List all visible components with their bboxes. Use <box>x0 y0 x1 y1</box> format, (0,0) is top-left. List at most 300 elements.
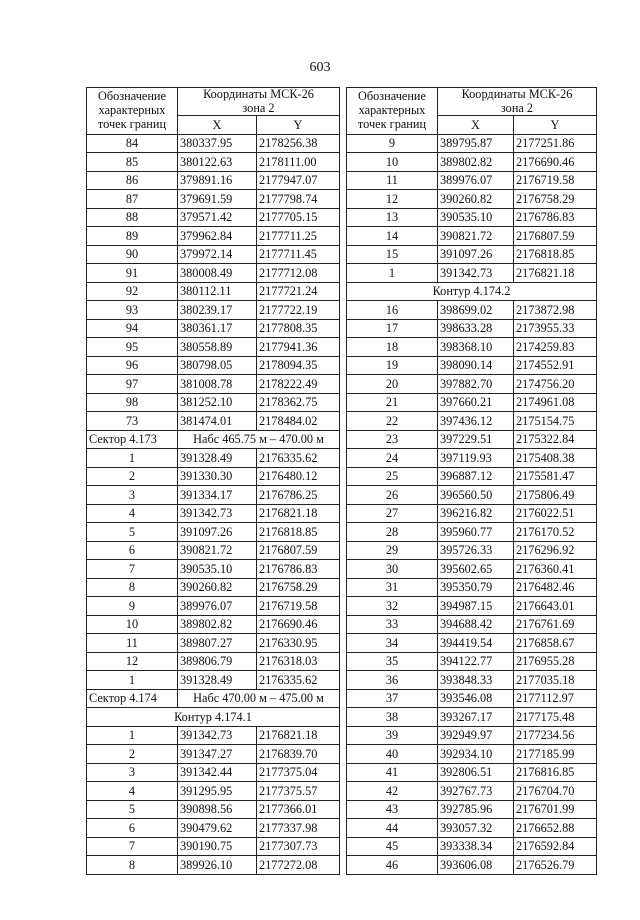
coord-x: 390535.10 <box>178 560 257 579</box>
table-row <box>347 800 597 819</box>
coord-x: 390260.82 <box>178 578 257 597</box>
coord-x: 391342.73 <box>438 264 514 283</box>
coord-y: 2177941.36 <box>257 338 340 357</box>
coord-y: 2177375.04 <box>257 763 340 782</box>
point-number: 4 <box>87 782 178 801</box>
table-row <box>87 671 340 690</box>
table-row <box>347 412 597 431</box>
header-label-line: Обозначение <box>358 89 426 104</box>
table-row <box>347 708 597 727</box>
table-row <box>347 467 597 486</box>
table-row <box>347 837 597 856</box>
table-row <box>347 615 597 634</box>
coord-y: 2177808.35 <box>257 319 340 338</box>
table-row <box>347 319 597 338</box>
coord-x: 379891.16 <box>178 171 257 190</box>
coord-x: 397119.93 <box>438 449 514 468</box>
coord-x: 379972.14 <box>178 245 257 264</box>
coord-y: 2176480.12 <box>257 467 340 486</box>
coord-y: 2176786.83 <box>257 560 340 579</box>
coord-y: 2176786.83 <box>514 208 597 227</box>
point-number: 39 <box>347 726 438 745</box>
coord-y: 2177185.99 <box>514 745 597 764</box>
coord-x: 389807.27 <box>178 634 257 653</box>
coord-y: 2174259.83 <box>514 338 597 357</box>
point-number: 26 <box>347 486 438 505</box>
table-row <box>347 652 597 671</box>
point-number: 19 <box>347 356 438 375</box>
header-label-line: точек границ <box>97 116 167 131</box>
table-row <box>87 523 340 542</box>
point-number: 86 <box>87 171 178 190</box>
coord-y: 2178484.02 <box>257 412 340 431</box>
coord-y: 2176701.99 <box>514 800 597 819</box>
sector-range: Набс 470.00 м – 475.00 м <box>178 689 340 708</box>
table-row <box>87 745 340 764</box>
coord-x: 392806.51 <box>438 763 514 782</box>
coord-x: 390821.72 <box>438 227 514 246</box>
coord-y: 2175154.75 <box>514 412 597 431</box>
table-row <box>347 523 597 542</box>
point-number: 9 <box>87 597 178 616</box>
table-row <box>347 190 597 209</box>
point-number: 89 <box>87 227 178 246</box>
coord-x: 381252.10 <box>178 393 257 412</box>
table-row <box>347 449 597 468</box>
coord-x: 380239.17 <box>178 301 257 320</box>
coord-x: 396216.82 <box>438 504 514 523</box>
point-number: 24 <box>347 449 438 468</box>
table-row <box>87 763 340 782</box>
table-row <box>87 319 340 338</box>
table-row <box>87 578 340 597</box>
point-number: 32 <box>347 597 438 616</box>
table-row <box>347 689 597 708</box>
point-number: 20 <box>347 375 438 394</box>
coord-x: 394688.42 <box>438 615 514 634</box>
coord-x: 393606.08 <box>438 856 514 875</box>
table-row <box>347 782 597 801</box>
table-row <box>347 763 597 782</box>
sector-row <box>87 430 340 449</box>
contour-row <box>347 282 597 301</box>
table-row <box>87 153 340 172</box>
coord-x: 396887.12 <box>438 467 514 486</box>
coord-y: 2176360.41 <box>514 560 597 579</box>
coord-x: 393057.32 <box>438 819 514 838</box>
table-row <box>87 652 340 671</box>
coord-x: 392934.10 <box>438 745 514 764</box>
point-number: 40 <box>347 745 438 764</box>
coord-y: 2176335.62 <box>257 671 340 690</box>
point-number: 23 <box>347 430 438 449</box>
header-label-line: Обозначение <box>98 89 166 104</box>
coord-y: 2177721.24 <box>257 282 340 301</box>
table-row <box>87 227 340 246</box>
point-number: 96 <box>87 356 178 375</box>
table-row <box>347 245 597 264</box>
coord-x: 391342.73 <box>178 504 257 523</box>
coord-x: 380008.49 <box>178 264 257 283</box>
table-row <box>87 301 340 320</box>
coord-y: 2176821.18 <box>257 504 340 523</box>
sector-row <box>87 689 340 708</box>
table-row <box>87 356 340 375</box>
table-row <box>87 190 340 209</box>
coord-x: 393546.08 <box>438 689 514 708</box>
coord-y: 2176330.95 <box>257 634 340 653</box>
point-number: 95 <box>87 338 178 357</box>
table-row <box>347 541 597 560</box>
coord-y: 2177272.08 <box>257 856 340 875</box>
coord-y: 2178111.00 <box>257 153 340 172</box>
coord-y: 2176482.46 <box>514 578 597 597</box>
table-row <box>347 726 597 745</box>
point-number: 31 <box>347 578 438 597</box>
coord-x: 391330.30 <box>178 467 257 486</box>
coord-y: 2176526.79 <box>514 856 597 875</box>
coord-x: 397882.70 <box>438 375 514 394</box>
coord-x: 398090.14 <box>438 356 514 375</box>
point-number: 10 <box>87 615 178 634</box>
point-number: 15 <box>347 245 438 264</box>
header-label-line: точек границ <box>357 116 427 131</box>
point-number: 91 <box>87 264 178 283</box>
point-number: 8 <box>87 856 178 875</box>
point-number: 88 <box>87 208 178 227</box>
coord-y: 2176690.46 <box>514 153 597 172</box>
sector-name: Сектор 4.173 <box>87 430 178 449</box>
table-row <box>87 615 340 634</box>
point-number: 2 <box>87 745 178 764</box>
point-number: 94 <box>87 319 178 338</box>
point-number: 93 <box>87 301 178 320</box>
coord-y: 2176816.85 <box>514 763 597 782</box>
point-number: 33 <box>347 615 438 634</box>
coord-x: 390260.82 <box>438 190 514 209</box>
table-row <box>87 560 340 579</box>
coord-y: 2176807.59 <box>514 227 597 246</box>
coord-x: 389976.07 <box>178 597 257 616</box>
table-row <box>347 356 597 375</box>
contour-row <box>87 708 340 727</box>
coord-x: 389802.82 <box>438 153 514 172</box>
table-row <box>87 467 340 486</box>
coord-x: 394419.54 <box>438 634 514 653</box>
point-number: 45 <box>347 837 438 856</box>
coord-x: 396560.50 <box>438 486 514 505</box>
point-number: 34 <box>347 634 438 653</box>
table-row <box>87 856 340 875</box>
coordinates-table-left <box>86 87 340 875</box>
table-row <box>347 375 597 394</box>
table-row <box>347 745 597 764</box>
coord-x: 390898.56 <box>178 800 257 819</box>
coord-y: 2177251.86 <box>514 134 597 153</box>
header-coordinates <box>178 88 340 116</box>
coord-y: 2175581.47 <box>514 467 597 486</box>
coord-x: 391342.73 <box>178 726 257 745</box>
coord-y: 2176955.28 <box>514 652 597 671</box>
table-row <box>347 338 597 357</box>
coord-x: 392785.96 <box>438 800 514 819</box>
contour-label: Контур 4.174.2 <box>347 282 597 301</box>
coord-x: 395350.79 <box>438 578 514 597</box>
page-number: 603 <box>309 60 331 75</box>
point-number: 41 <box>347 763 438 782</box>
coord-x: 389795.87 <box>438 134 514 153</box>
point-number: 9 <box>347 134 438 153</box>
coord-y: 2177712.08 <box>257 264 340 283</box>
point-number: 17 <box>347 319 438 338</box>
coord-x: 394122.77 <box>438 652 514 671</box>
coord-y: 2176296.92 <box>514 541 597 560</box>
point-number: 4 <box>87 504 178 523</box>
table-row <box>347 578 597 597</box>
coord-y: 2177366.01 <box>257 800 340 819</box>
coord-x: 393338.34 <box>438 837 514 856</box>
table-row <box>87 726 340 745</box>
coord-y: 2176858.67 <box>514 634 597 653</box>
coord-y: 2174961.08 <box>514 393 597 412</box>
point-number: 25 <box>347 467 438 486</box>
coord-x: 397436.12 <box>438 412 514 431</box>
point-number: 16 <box>347 301 438 320</box>
table-row <box>87 800 340 819</box>
point-number: 18 <box>347 338 438 357</box>
coord-y: 2176758.29 <box>514 190 597 209</box>
header-point-label <box>347 88 438 135</box>
coord-y: 2176643.01 <box>514 597 597 616</box>
coord-x: 380361.17 <box>178 319 257 338</box>
coord-x: 397660.21 <box>438 393 514 412</box>
coord-y: 2178362.75 <box>257 393 340 412</box>
table-row <box>87 597 340 616</box>
coord-y: 2176335.62 <box>257 449 340 468</box>
table-row <box>347 671 597 690</box>
table-row <box>87 541 340 560</box>
coord-y: 2177234.56 <box>514 726 597 745</box>
coord-y: 2175322.84 <box>514 430 597 449</box>
coord-x: 391097.26 <box>438 245 514 264</box>
coord-y: 2175806.49 <box>514 486 597 505</box>
table-row <box>347 597 597 616</box>
point-number: 73 <box>87 412 178 431</box>
coord-y: 2177035.18 <box>514 671 597 690</box>
point-number: 38 <box>347 708 438 727</box>
coord-y: 2177711.25 <box>257 227 340 246</box>
coord-x: 391342.44 <box>178 763 257 782</box>
table-row <box>87 486 340 505</box>
coord-x: 391334.17 <box>178 486 257 505</box>
point-number: 42 <box>347 782 438 801</box>
header-label-line: характерных <box>98 103 166 117</box>
table-row <box>347 208 597 227</box>
coord-x: 392767.73 <box>438 782 514 801</box>
coord-x: 379962.84 <box>178 227 257 246</box>
coord-y: 2176318.03 <box>257 652 340 671</box>
sector-range: Набс 465.75 м – 470.00 м <box>178 430 340 449</box>
header-x: X <box>178 116 257 135</box>
coord-x: 394987.15 <box>438 597 514 616</box>
point-number: 97 <box>87 375 178 394</box>
coord-y: 2176761.69 <box>514 615 597 634</box>
point-number: 28 <box>347 523 438 542</box>
header-label-line: характерных <box>358 103 426 117</box>
coord-y: 2176786.25 <box>257 486 340 505</box>
point-number: 10 <box>347 153 438 172</box>
header-row <box>347 88 597 116</box>
coord-y: 2176821.18 <box>514 264 597 283</box>
coord-y: 2176807.59 <box>257 541 340 560</box>
point-number: 87 <box>87 190 178 209</box>
header-coord-line: зона 2 <box>500 100 534 115</box>
point-number: 21 <box>347 393 438 412</box>
header-y: Y <box>257 116 340 135</box>
coord-y: 2175408.38 <box>514 449 597 468</box>
coord-x: 398699.02 <box>438 301 514 320</box>
header-point-label <box>87 88 178 135</box>
coord-x: 391328.49 <box>178 449 257 468</box>
table-row <box>347 504 597 523</box>
table-row <box>87 393 340 412</box>
coord-y: 2174756.20 <box>514 375 597 394</box>
point-number: 98 <box>87 393 178 412</box>
table-row <box>87 504 340 523</box>
coord-x: 390479.62 <box>178 819 257 838</box>
coord-y: 2176690.46 <box>257 615 340 634</box>
coord-x: 392949.97 <box>438 726 514 745</box>
table-row <box>87 208 340 227</box>
coord-y: 2176170.52 <box>514 523 597 542</box>
coord-x: 380337.95 <box>178 134 257 153</box>
point-number: 29 <box>347 541 438 560</box>
point-number: 13 <box>347 208 438 227</box>
coord-y: 2177711.45 <box>257 245 340 264</box>
table-row <box>87 245 340 264</box>
point-number: 6 <box>87 541 178 560</box>
coord-y: 2177307.73 <box>257 837 340 856</box>
point-number: 5 <box>87 800 178 819</box>
point-number: 43 <box>347 800 438 819</box>
coord-y: 2176022.51 <box>514 504 597 523</box>
header-row <box>87 88 340 116</box>
coord-y: 2176821.18 <box>257 726 340 745</box>
header-y: Y <box>514 116 597 135</box>
table-row <box>347 171 597 190</box>
coord-x: 380112.11 <box>178 282 257 301</box>
coord-y: 2176818.85 <box>257 523 340 542</box>
table-row <box>87 634 340 653</box>
table-row <box>347 430 597 449</box>
coord-y: 2177337.98 <box>257 819 340 838</box>
point-number: 27 <box>347 504 438 523</box>
coord-y: 2178256.38 <box>257 134 340 153</box>
coord-y: 2176652.88 <box>514 819 597 838</box>
header-coordinates <box>438 88 597 116</box>
point-number: 84 <box>87 134 178 153</box>
coordinates-table-right <box>346 87 597 875</box>
point-number: 12 <box>347 190 438 209</box>
table-row <box>87 412 340 431</box>
coord-y: 2177722.19 <box>257 301 340 320</box>
coord-y: 2176839.70 <box>257 745 340 764</box>
coord-x: 398368.10 <box>438 338 514 357</box>
table-row <box>87 819 340 838</box>
point-number: 12 <box>87 652 178 671</box>
point-number: 22 <box>347 412 438 431</box>
coord-x: 381474.01 <box>178 412 257 431</box>
point-number: 1 <box>87 449 178 468</box>
coord-y: 2176818.85 <box>514 245 597 264</box>
coord-x: 389802.82 <box>178 615 257 634</box>
coord-x: 389976.07 <box>438 171 514 190</box>
table-row <box>87 171 340 190</box>
coord-y: 2176704.70 <box>514 782 597 801</box>
coord-x: 389806.79 <box>178 652 257 671</box>
coord-y: 2176592.84 <box>514 837 597 856</box>
point-number: 36 <box>347 671 438 690</box>
table-row <box>347 393 597 412</box>
point-number: 3 <box>87 486 178 505</box>
point-number: 7 <box>87 560 178 579</box>
point-number: 8 <box>87 578 178 597</box>
table-body-right <box>347 134 597 874</box>
sector-name: Сектор 4.174 <box>87 689 178 708</box>
table-row <box>87 837 340 856</box>
header-coord-line: Координаты МСК-26 <box>203 87 314 101</box>
point-number: 5 <box>87 523 178 542</box>
point-number: 14 <box>347 227 438 246</box>
coord-x: 391347.27 <box>178 745 257 764</box>
table-row <box>347 264 597 283</box>
coord-y: 2176719.58 <box>257 597 340 616</box>
point-number: 37 <box>347 689 438 708</box>
point-number: 30 <box>347 560 438 579</box>
point-number: 6 <box>87 819 178 838</box>
table-row <box>87 282 340 301</box>
coord-x: 381008.78 <box>178 375 257 394</box>
coord-y: 2177175.48 <box>514 708 597 727</box>
coord-x: 395602.65 <box>438 560 514 579</box>
coord-x: 379691.59 <box>178 190 257 209</box>
point-number: 92 <box>87 282 178 301</box>
point-number: 2 <box>87 467 178 486</box>
point-number: 1 <box>347 264 438 283</box>
point-number: 1 <box>87 726 178 745</box>
header-x: X <box>438 116 514 135</box>
contour-label: Контур 4.174.1 <box>87 708 340 727</box>
point-number: 11 <box>87 634 178 653</box>
coord-y: 2176758.29 <box>257 578 340 597</box>
table-body-left <box>87 134 340 874</box>
table-row <box>347 856 597 875</box>
table-row <box>347 227 597 246</box>
coord-y: 2173872.98 <box>514 301 597 320</box>
coord-x: 390821.72 <box>178 541 257 560</box>
coord-y: 2177705.15 <box>257 208 340 227</box>
point-number: 90 <box>87 245 178 264</box>
point-number: 85 <box>87 153 178 172</box>
coord-x: 379571.42 <box>178 208 257 227</box>
table-row <box>87 338 340 357</box>
coord-x: 389926.10 <box>178 856 257 875</box>
coord-y: 2177947.07 <box>257 171 340 190</box>
table-row <box>347 560 597 579</box>
table-row <box>347 634 597 653</box>
coord-x: 393848.33 <box>438 671 514 690</box>
coord-y: 2178222.49 <box>257 375 340 394</box>
